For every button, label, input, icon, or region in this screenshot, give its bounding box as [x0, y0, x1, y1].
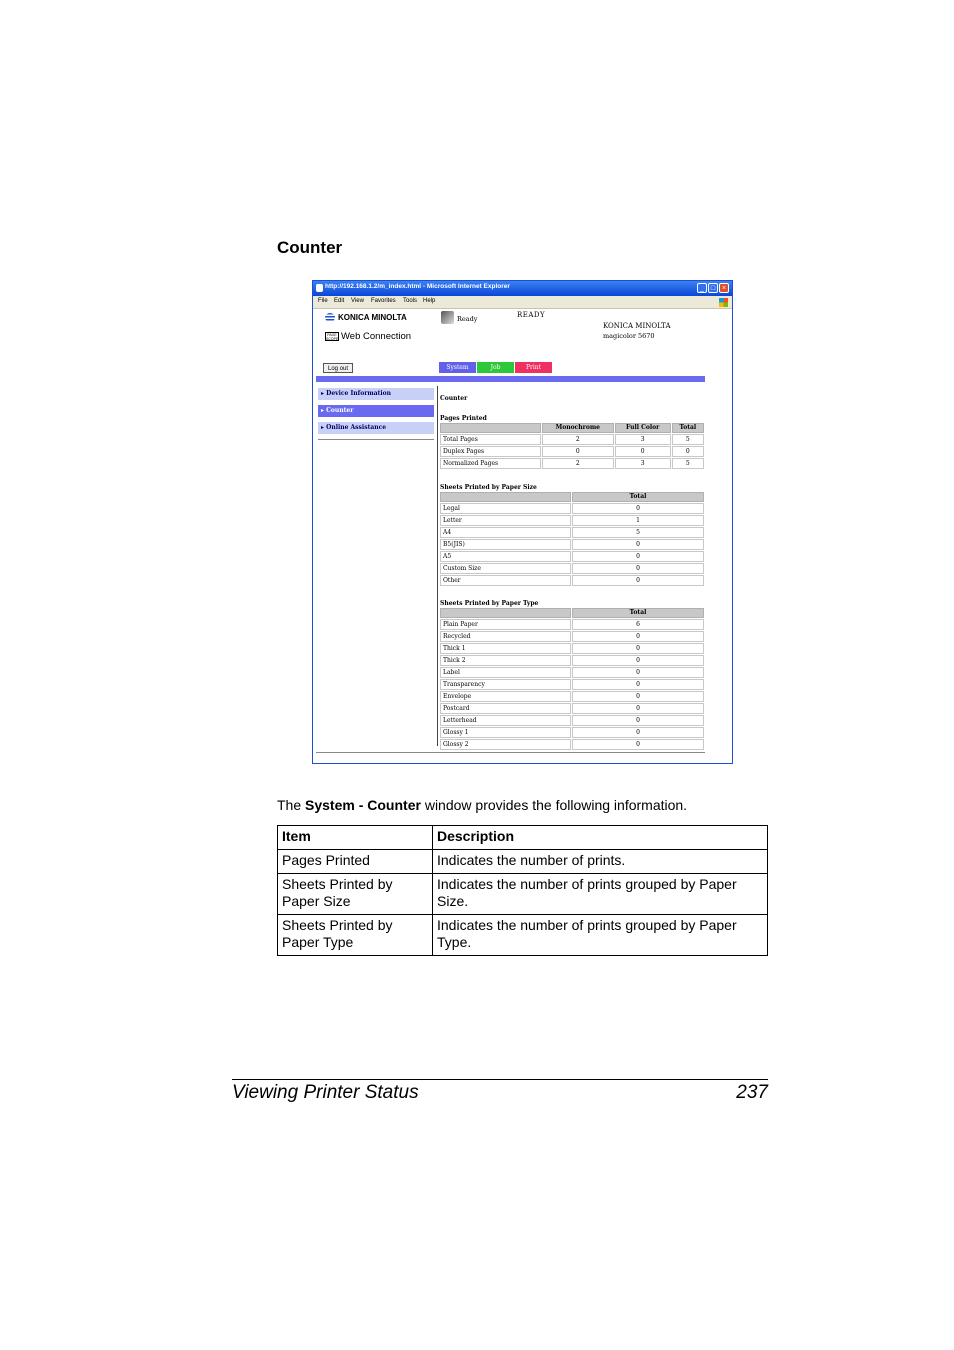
model-name: magicolor 5670 — [603, 332, 655, 340]
row-label: Postcard — [440, 703, 571, 714]
paper-size-title: Sheets Printed by Paper Size — [440, 484, 537, 491]
content-title: Counter — [440, 395, 468, 402]
row-label: Letter — [440, 515, 571, 526]
row-label: Label — [440, 667, 571, 678]
table-cell: 0 — [572, 703, 704, 714]
menu-help[interactable]: Help — [423, 298, 436, 304]
description-table — [277, 825, 768, 956]
table-row — [440, 539, 704, 550]
model-brand: KONICA MINOLTA — [603, 322, 671, 330]
table-cell: 0 — [572, 551, 704, 562]
row-label: Normalized Pages — [440, 458, 541, 469]
table-row — [440, 515, 704, 526]
printer-icon — [441, 311, 454, 324]
table-cell: 1 — [572, 515, 704, 526]
menu-tools[interactable]: Tools — [403, 298, 418, 304]
section-title: Counter — [277, 238, 343, 257]
table-cell: 0 — [572, 643, 704, 654]
table-row — [440, 679, 704, 690]
row-label: Thick 2 — [440, 655, 571, 666]
table-row — [440, 434, 704, 445]
tab-system[interactable]: System — [439, 362, 476, 373]
table-cell: 2 — [542, 434, 614, 445]
table-cell: 3 — [615, 458, 671, 469]
table-row — [440, 739, 704, 750]
description-cell: Indicates the number of prints grouped by Paper Type. — [433, 915, 768, 956]
footer-title: Viewing Printer Status — [232, 1082, 419, 1103]
table-row — [440, 619, 704, 630]
table-row — [440, 563, 704, 574]
table-cell: 0 — [572, 727, 704, 738]
intro-paragraph: The System - Counter window provides the following information. — [277, 797, 688, 813]
column-header: Total — [572, 492, 704, 502]
pagescope-logo-icon: PAGE SCOPE — [326, 332, 339, 341]
row-label: Duplex Pages — [440, 446, 541, 457]
row-label: Letterhead — [440, 715, 571, 726]
row-label: Thick 1 — [440, 643, 571, 654]
web-connection-logo: PAGE SCOPE Web Connection — [326, 331, 412, 342]
menu-edit[interactable]: Edit — [334, 298, 345, 304]
blank-header — [440, 423, 541, 433]
row-label: Total Pages — [440, 434, 541, 445]
row-label: Plain Paper — [440, 619, 571, 630]
windows-logo-icon — [719, 298, 728, 307]
table-cell: 0 — [615, 446, 671, 457]
menu-favorites[interactable]: Favorites — [371, 298, 396, 304]
row-label: Custom Size — [440, 563, 571, 574]
header-divider-band — [316, 376, 705, 382]
table-cell: 0 — [542, 446, 614, 457]
nav-divider — [318, 439, 434, 440]
header-description: Description — [433, 826, 768, 850]
table-cell: 0 — [572, 655, 704, 666]
table-row — [440, 446, 704, 457]
table-cell: 5 — [672, 434, 704, 445]
table-row — [440, 667, 704, 678]
row-label: Glossy 2 — [440, 739, 571, 750]
table-cell: 0 — [572, 679, 704, 690]
maximize-icon[interactable]: □ — [708, 283, 718, 293]
intro-bold: System - Counter — [305, 797, 421, 813]
menu-view[interactable]: View — [351, 298, 364, 304]
page-number: 237 — [736, 1082, 768, 1103]
printer-status: READY — [517, 311, 546, 319]
column-header: Total — [572, 608, 704, 618]
paper-type-table — [439, 607, 705, 751]
row-label: A4 — [440, 527, 571, 538]
column-header: Full Color — [615, 423, 671, 433]
ie-icon — [316, 284, 323, 292]
blank-header — [440, 492, 571, 502]
close-icon[interactable]: × — [719, 283, 729, 293]
row-label: A5 — [440, 551, 571, 562]
paper-type-title: Sheets Printed by Paper Type — [440, 600, 539, 607]
table-cell: 5 — [672, 458, 704, 469]
header-item: Item — [278, 826, 433, 850]
table-cell: 0 — [572, 575, 704, 586]
row-label: Glossy 1 — [440, 727, 571, 738]
menu-file[interactable]: File — [318, 298, 328, 304]
printer-web-page — [313, 309, 732, 763]
table-row — [278, 915, 768, 956]
row-label: Envelope — [440, 691, 571, 702]
konica-minolta-logo: KONICA MINOLTA — [325, 313, 407, 322]
table-cell: 0 — [572, 563, 704, 574]
table-row — [278, 874, 768, 915]
item-cell: Sheets Printed by Paper Type — [278, 915, 433, 956]
row-label: Transparency — [440, 679, 571, 690]
browser-window-screenshot — [312, 280, 733, 764]
table-row — [440, 458, 704, 469]
table-cell: 0 — [572, 739, 704, 750]
browser-menu-bar — [313, 296, 732, 309]
row-label: Legal — [440, 503, 571, 514]
pages-printed-title: Pages Printed — [440, 415, 487, 422]
nav-counter[interactable]: ▸ Counter — [318, 405, 434, 417]
table-cell: 0 — [572, 503, 704, 514]
table-cell: 0 — [572, 667, 704, 678]
minimize-icon[interactable]: _ — [697, 283, 707, 293]
tab-print[interactable]: Print — [515, 362, 552, 373]
browser-title: http://192.168.1.2/m_index.html - Microsoft Internet Explorer — [325, 283, 510, 290]
browser-title-bar — [313, 281, 732, 296]
table-row — [440, 691, 704, 702]
table-row — [440, 715, 704, 726]
table-row — [278, 850, 768, 874]
table-cell: 6 — [572, 619, 704, 630]
page-bottom-divider — [316, 752, 705, 753]
table-cell: 0 — [572, 539, 704, 550]
nav-online-assistance[interactable]: ▸ Online Assistance — [318, 422, 434, 434]
globe-logo-icon — [325, 313, 335, 322]
blank-header — [440, 608, 571, 618]
logout-button[interactable]: Log out — [323, 363, 353, 373]
table-cell: 0 — [672, 446, 704, 457]
item-cell: Pages Printed — [278, 850, 433, 874]
column-header: Monochrome — [542, 423, 614, 433]
paper-size-table — [439, 491, 705, 587]
table-row — [440, 703, 704, 714]
table-row — [440, 527, 704, 538]
tab-job[interactable]: Job — [477, 362, 514, 373]
table-row — [440, 551, 704, 562]
table-row — [440, 575, 704, 586]
table-cell: 0 — [572, 631, 704, 642]
table-cell: 3 — [615, 434, 671, 445]
table-cell: 0 — [572, 691, 704, 702]
table-row — [440, 631, 704, 642]
table-row — [440, 655, 704, 666]
row-label: Other — [440, 575, 571, 586]
table-cell: 2 — [542, 458, 614, 469]
nav-device-information[interactable]: ▸ Device Information — [318, 388, 434, 400]
table-row — [440, 643, 704, 654]
printer-status-icon-label: Ready — [457, 315, 478, 323]
content-divider — [437, 386, 438, 746]
column-header: Total — [672, 423, 704, 433]
pages-printed-table — [439, 422, 705, 470]
table-row — [440, 503, 704, 514]
footer-rule — [232, 1079, 768, 1080]
table-row — [440, 727, 704, 738]
row-label: Recycled — [440, 631, 571, 642]
table-cell: 5 — [572, 527, 704, 538]
item-cell: Sheets Printed by Paper Size — [278, 874, 433, 915]
table-cell: 0 — [572, 715, 704, 726]
row-label: B5(JIS) — [440, 539, 571, 550]
description-cell: Indicates the number of prints grouped by Paper Size. — [433, 874, 768, 915]
description-cell: Indicates the number of prints. — [433, 850, 768, 874]
